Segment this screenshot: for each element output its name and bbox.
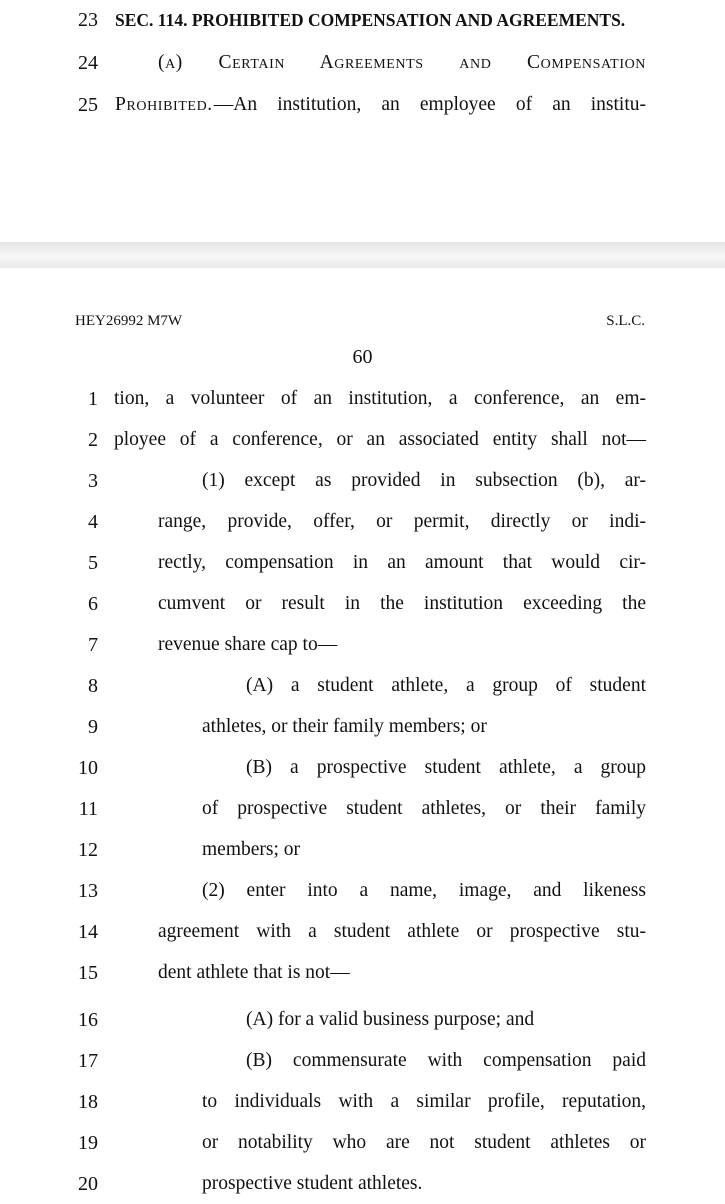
- line-text: [115, 85, 646, 125]
- line-number: 2: [88, 429, 98, 451]
- line-number: 14: [78, 921, 98, 943]
- line-text: members; or: [202, 839, 301, 860]
- line-number: 18: [78, 1091, 98, 1113]
- bill-line: [0, 0, 725, 40]
- bill-line: [0, 953, 725, 993]
- subsection-heading: (a) Certain Agreements and Compensation: [158, 52, 646, 73]
- line-text: (B) a prospective student athlete, a group: [246, 757, 646, 778]
- line-number: 7: [88, 634, 98, 656]
- page-number: 60: [352, 346, 373, 368]
- line-text: (A) for a valid business purpose; and: [246, 1009, 535, 1030]
- line-number: 13: [78, 880, 98, 902]
- line-text: rectly, compensation in an amount that would cir-: [158, 552, 646, 573]
- line-number: 12: [78, 839, 98, 861]
- slc-label: S.L.C.: [606, 313, 645, 329]
- line-number: 10: [78, 757, 98, 779]
- line-number: 19: [78, 1132, 98, 1154]
- line-number: 17: [78, 1050, 98, 1072]
- bill-line: [0, 625, 725, 665]
- line-text: tion, a volunteer of an institution, a conference, an em-: [114, 388, 646, 409]
- bill-line: [0, 912, 725, 952]
- line-number: 9: [88, 716, 98, 738]
- line-number: 23: [78, 9, 98, 31]
- bill-line: [0, 1000, 725, 1040]
- previous-page-fragment: [0, 0, 725, 242]
- line-number: 5: [88, 552, 98, 574]
- line-number: 20: [78, 1173, 98, 1195]
- line-text: of prospective student athletes, or their family: [202, 798, 646, 819]
- line-text: (A) a student athlete, a group of student: [246, 675, 646, 696]
- line-text: (2) enter into a name, image, and likeness: [202, 880, 646, 901]
- line-text: to individuals with a similar profile, reputation,: [202, 1091, 646, 1112]
- bill-page: [0, 268, 725, 1200]
- line-number: 8: [88, 675, 98, 697]
- bill-line: [0, 502, 725, 542]
- bill-line: [0, 1082, 725, 1122]
- bill-line: [0, 543, 725, 583]
- bill-line: [0, 1041, 725, 1081]
- bill-line: [0, 85, 725, 125]
- bill-line: [0, 420, 725, 460]
- bill-line: [0, 830, 725, 870]
- line-number: 6: [88, 593, 98, 615]
- line-number: 1: [88, 388, 98, 410]
- bill-line: [0, 871, 725, 911]
- page-break-divider: [0, 242, 725, 268]
- bill-line: [0, 1164, 725, 1204]
- line-text: agreement with a student athlete or prospective stu-: [158, 921, 646, 942]
- line-text: range, provide, offer, or permit, directly or indi-: [158, 511, 646, 532]
- line-number: 16: [78, 1009, 98, 1031]
- line-text: (B) commensurate with compensation paid: [246, 1050, 646, 1071]
- line-number: 4: [88, 511, 98, 533]
- line-text: (1) except as provided in subsection (b), ar-: [202, 470, 646, 491]
- line-text: cumvent or result in the institution exceeding the: [158, 593, 646, 614]
- line-text: prospective student athletes.: [202, 1173, 423, 1194]
- line-number: 11: [78, 798, 98, 820]
- bill-line: [0, 666, 725, 706]
- line-number: 25: [78, 94, 98, 116]
- section-heading: SEC. 114. PROHIBITED COMPENSATION AND AGREEMENTS.: [115, 10, 626, 30]
- bill-line: [0, 748, 725, 788]
- line-number: 15: [78, 962, 98, 984]
- line-text: revenue share cap to—: [158, 634, 338, 655]
- document-id: HEY26992 M7W: [75, 313, 183, 329]
- bill-line: [0, 379, 725, 419]
- line-number: 3: [88, 470, 98, 492]
- bill-line: [0, 707, 725, 747]
- line-text: athletes, or their family members; or: [202, 716, 487, 737]
- line-number: 24: [78, 52, 98, 74]
- bill-line: [0, 461, 725, 501]
- line-text: ployee of a conference, or an associated entity shall not—: [114, 429, 646, 450]
- subsection-heading-cont: Prohibited.: [115, 94, 213, 115]
- bill-line: [0, 584, 725, 624]
- line-text: dent athlete that is not—: [158, 962, 350, 983]
- line-text: or notability who are not student athletes or: [202, 1132, 646, 1153]
- bill-line: [0, 789, 725, 829]
- bill-line: [0, 43, 725, 83]
- line-text-cont: —An institution, an employee of an institu-: [213, 94, 646, 115]
- bill-line: [0, 1123, 725, 1163]
